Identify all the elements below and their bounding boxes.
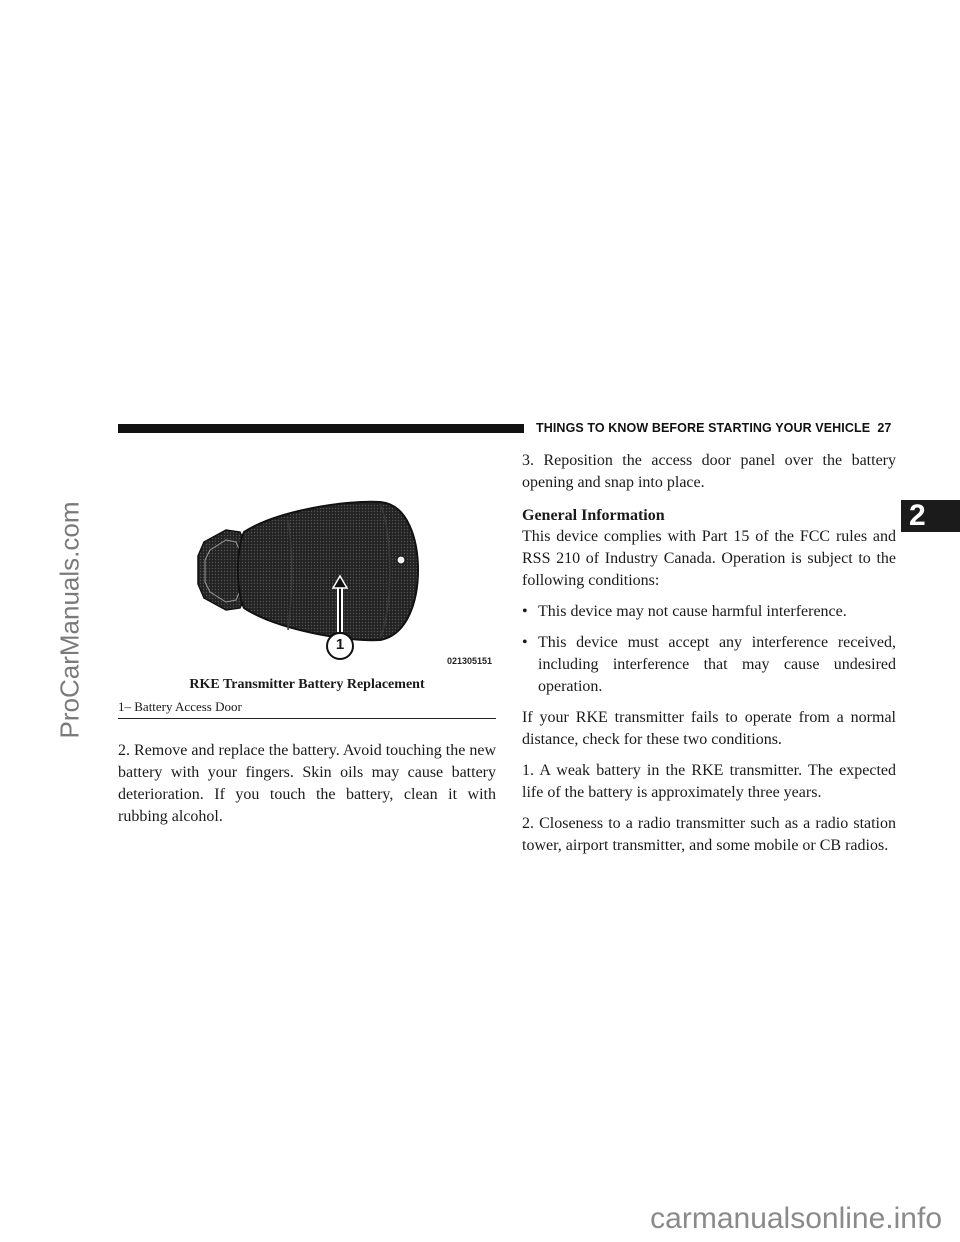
step3-paragraph: 3. Reposition the access door panel over the battery opening and snap into place.	[522, 452, 896, 491]
figure-legend: 1– Battery Access Door	[118, 699, 496, 719]
list-item-text: This device may not cause harmful interference.	[538, 603, 847, 620]
key-fob-illustration	[118, 480, 496, 695]
page-number: 27	[877, 421, 892, 435]
right-column	[522, 450, 896, 866]
condition1-paragraph: 1. A weak battery in the RKE transmitter. The expected life of the battery is approximately three years.	[522, 762, 896, 801]
transmitter-figure	[118, 480, 496, 695]
figure-code: 021305151	[446, 656, 492, 666]
running-header	[536, 421, 891, 435]
list-item	[522, 601, 896, 623]
chapter-number: 2	[909, 499, 926, 532]
callout-number: 1	[335, 636, 345, 653]
list-item-text: This device must accept any interference received, including interference that may cause undesired operation.	[538, 634, 896, 695]
step2-paragraph: 2. Remove and replace the battery. Avoid touching the new battery with your fingers. Skin oils may cause battery deterioration. If you touch the battery, clean it with rubbing alcohol.	[118, 742, 496, 825]
fails-paragraph: If your RKE transmitter fails to operate from a normal distance, check for these two conditions.	[522, 709, 896, 748]
header-rule	[118, 424, 524, 433]
chapter-tab	[901, 500, 960, 532]
conditions-list	[522, 601, 896, 698]
list-item	[522, 632, 896, 698]
left-column	[118, 740, 496, 837]
condition2-paragraph: 2. Closeness to a radio transmitter such as a radio station tower, airport transmitter, and some mobile or CB radios.	[522, 815, 896, 854]
bullet-icon: •	[522, 603, 528, 620]
section-heading: General Information	[522, 507, 665, 524]
bullet-icon: •	[522, 634, 528, 651]
footer-watermark: carmanualsonline.info	[650, 1202, 942, 1235]
header-title-text: THINGS TO KNOW BEFORE STARTING YOUR VEHICLE	[536, 421, 871, 435]
figure-caption: RKE Transmitter Battery Replacement	[189, 677, 425, 692]
watermark-text: ProCarManuals.com	[54, 501, 85, 739]
fcc-intro-paragraph: This device complies with Part 15 of the FCC rules and RSS 210 of Industry Canada. Operation is subject to the following conditions:	[522, 528, 896, 589]
